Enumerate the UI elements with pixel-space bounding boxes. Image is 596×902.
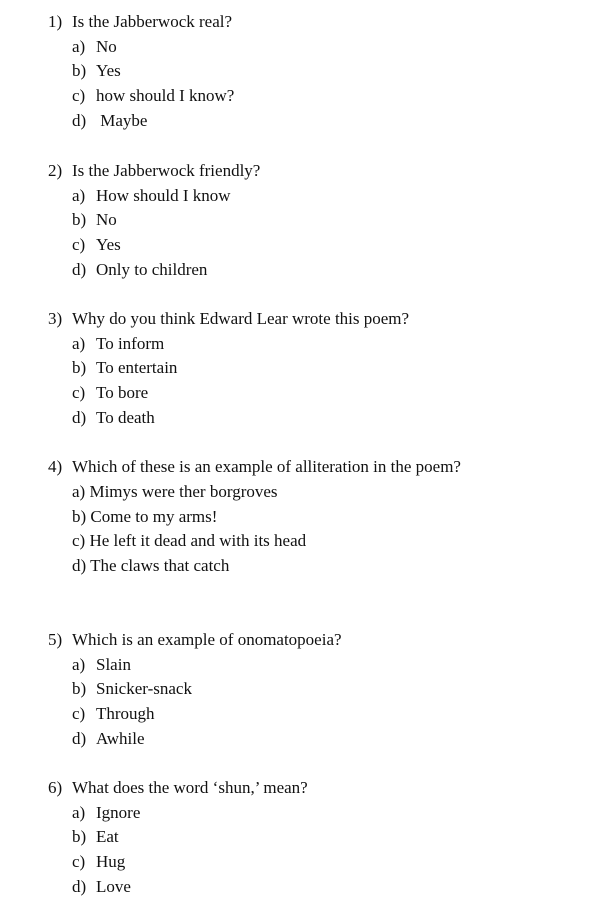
question-number: 1) [48, 12, 63, 31]
option-text: c) He left it dead and with its head [72, 531, 307, 550]
question-number: 2) [48, 161, 63, 180]
question-number: 3) [48, 309, 63, 328]
option-text: Eat [96, 827, 119, 846]
option-letter: a) [72, 655, 86, 674]
question-number: 5) [48, 630, 63, 649]
option-letter: b) [72, 358, 87, 377]
option-text: Hug [96, 852, 126, 871]
option-text: Yes [96, 235, 121, 254]
option-letter: d) [72, 729, 87, 748]
option-letter: c) [72, 235, 86, 254]
question-text: Which is an example of onomatopoeia? [72, 630, 342, 649]
option-letter: c) [72, 704, 86, 723]
option-letter: a) [72, 37, 86, 56]
option-letter: b) [72, 210, 87, 229]
option-letter: a) [72, 803, 86, 822]
option-text: Yes [96, 61, 121, 80]
option-text: Love [96, 877, 131, 896]
option-text: how should I know? [96, 86, 235, 105]
option-text: How should I know [96, 186, 231, 205]
option-letter: a) [72, 186, 86, 205]
option-letter: d) [72, 408, 87, 427]
option-text: d) The claws that catch [72, 556, 230, 575]
option-letter: b) [72, 827, 87, 846]
option-text: Through [96, 704, 155, 723]
option-text: Awhile [96, 729, 145, 748]
option-text: To inform [96, 334, 165, 353]
question-number: 4) [48, 457, 63, 476]
question-text: Which of these is an example of alliteration in the poem? [72, 457, 461, 476]
question-text: Is the Jabberwock friendly? [72, 161, 261, 180]
question-text: Why do you think Edward Lear wrote this poem? [72, 309, 410, 328]
question-number: 6) [48, 778, 63, 797]
option-text: Only to children [96, 260, 208, 279]
question-text: Is the Jabberwock real? [72, 12, 233, 31]
option-text: No [96, 37, 117, 56]
option-text: To entertain [96, 358, 178, 377]
option-text: Maybe [96, 111, 148, 130]
option-text: Slain [96, 655, 131, 674]
option-letter: c) [72, 86, 86, 105]
question-text: What does the word ‘shun,’ mean? [72, 778, 308, 797]
option-letter: c) [72, 852, 86, 871]
option-letter: d) [72, 260, 87, 279]
option-text: b) Come to my arms! [72, 507, 218, 526]
option-text: Snicker-snack [96, 679, 192, 698]
option-letter: d) [72, 877, 87, 896]
option-text: a) Mimys were ther borgroves [72, 482, 278, 501]
option-text: Ignore [96, 803, 141, 822]
option-text: No [96, 210, 117, 229]
option-text: To death [96, 408, 155, 427]
option-letter: a) [72, 334, 86, 353]
option-letter: b) [72, 61, 87, 80]
option-letter: d) [72, 111, 87, 130]
option-letter: c) [72, 383, 86, 402]
option-text: To bore [96, 383, 149, 402]
option-letter: b) [72, 679, 87, 698]
